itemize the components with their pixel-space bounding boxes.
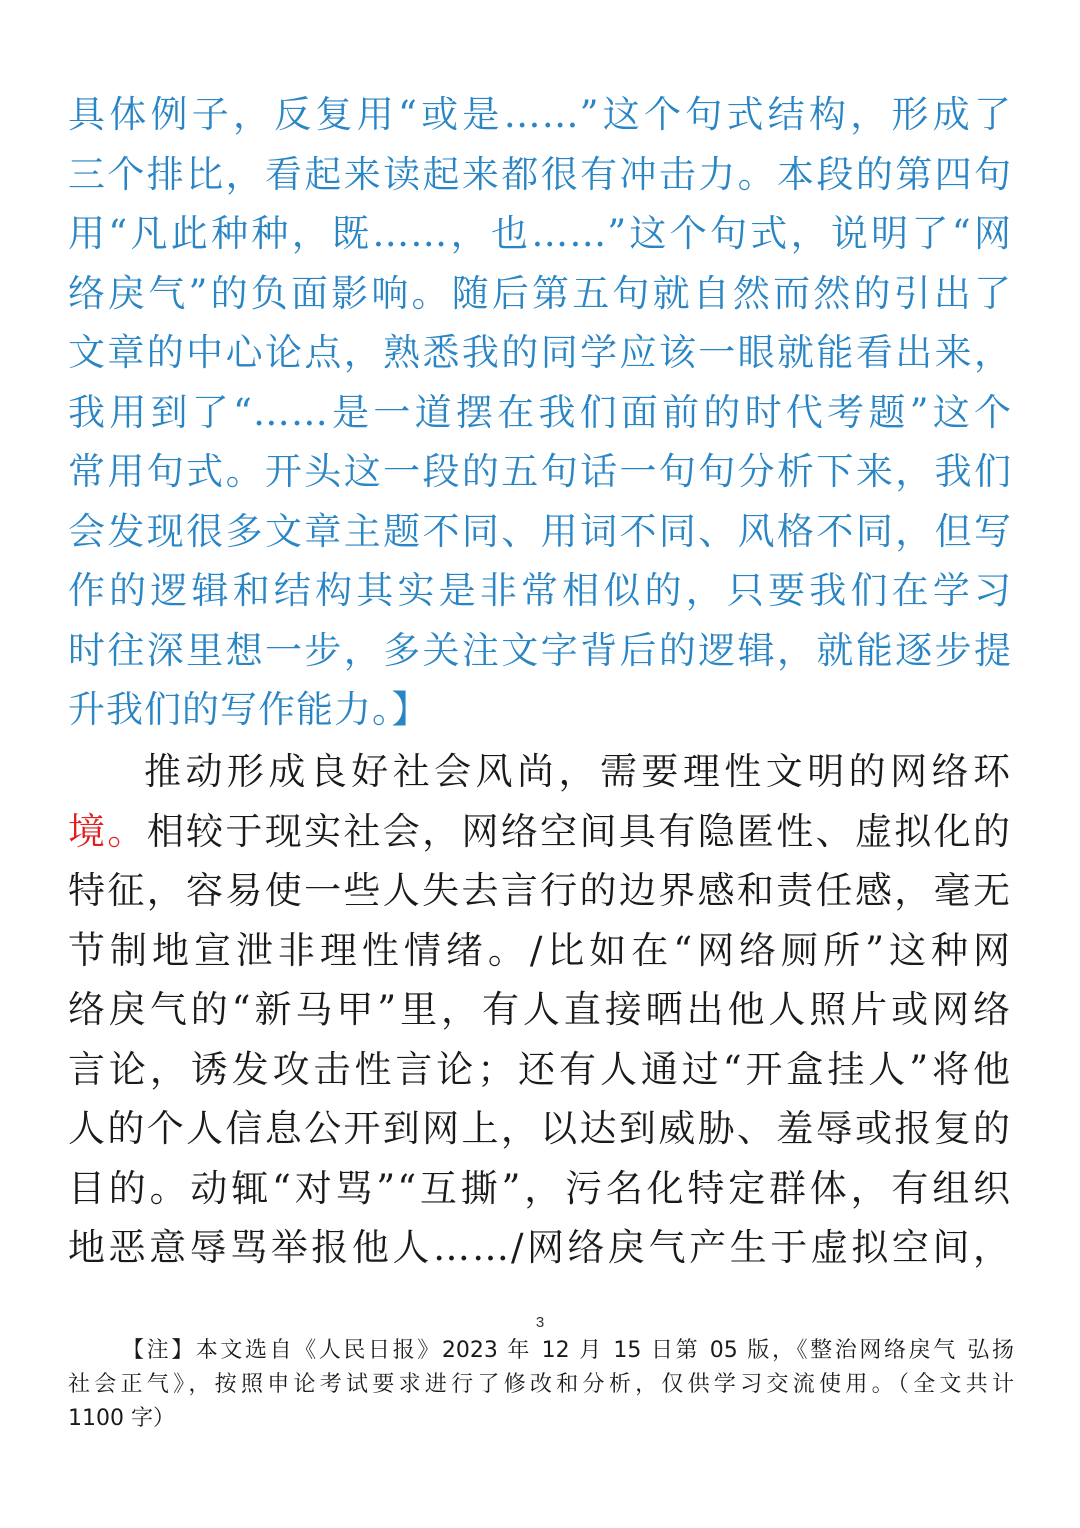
body-line: 言论，诱发攻击性言论；还有人通过“开盒挂人”将他	[68, 1047, 1012, 1091]
analysis-line: 文章的中心论点，熟悉我的同学应该一眼就能看出来，	[68, 331, 1012, 374]
analysis-paragraph	[68, 85, 1012, 740]
analysis-line: 三个排比，看起来读起来都很有冲击力。本段的第四句	[68, 152, 1012, 196]
body-line: 目的。动辄“对骂”“互撕”，污名化特定群体，有组织	[68, 1166, 1012, 1210]
body-paragraph	[68, 742, 1012, 1278]
analysis-line: 用“凡此种种，既……，也……”这个句式，说明了“网	[68, 212, 1012, 255]
body-line: 络戾气的“新马甲”里，有人直接晒出他人照片或网络	[68, 988, 1012, 1031]
thesis-sentence: 推动形成良好社会风尚，需要理性文明的网络环	[144, 750, 1012, 793]
thesis-sentence-end: 境。	[68, 809, 147, 853]
footnote-line: 【注】本文选自《人民日报》2023 年 12 月 15 日第 05 版，《整治网络戾气 弘扬	[122, 1338, 1014, 1363]
analysis-line: 作的逻辑和结构其实是非常相似的，只要我们在学习	[68, 569, 1012, 612]
footnote	[68, 1334, 1014, 1436]
body-line-text: 相较于现实社会，网络空间具有隐匿性、虚拟化的	[146, 809, 1013, 853]
analysis-line: 会发现很多文章主题不同、用词不同、风格不同，但写	[68, 509, 1012, 553]
analysis-line: 络戾气”的负面影响。随后第五句就自然而然的引出了	[68, 271, 1012, 315]
body-line: 地恶意辱骂举报他人……/网络戾气产生于虚拟空间，	[68, 1226, 1012, 1269]
footnote-line: 1100 字）	[68, 1406, 175, 1431]
analysis-line: 我用到了“……是一道摆在我们面前的时代考题”这个	[68, 390, 1012, 434]
analysis-line: 升我们的写作能力。】	[68, 688, 430, 731]
body-line: 节制地宣泄非理性情绪。/比如在“网络厕所”这种网	[68, 928, 1012, 972]
analysis-line: 时往深里想一步，多关注文字背后的逻辑，就能逐步提	[68, 628, 1012, 672]
body-line: 人的个人信息公开到网上，以达到威胁、羞辱或报复的	[68, 1107, 1012, 1150]
footnote-line: 社会正气》，按照申论考试要求进行了修改和分析，仅供学习交流使用。（全文共计	[68, 1372, 1014, 1397]
page-number: 3	[535, 1314, 545, 1331]
analysis-line: 常用句式。开头这一段的五句话一句句分析下来，我们	[68, 450, 1012, 493]
analysis-line: 具体例子，反复用“或是……”这个句式结构，形成了	[68, 93, 1012, 136]
body-line: 特征，容易使一些人失去言行的边界感和责任感，毫无	[68, 869, 1012, 912]
body-line	[68, 802, 1012, 862]
